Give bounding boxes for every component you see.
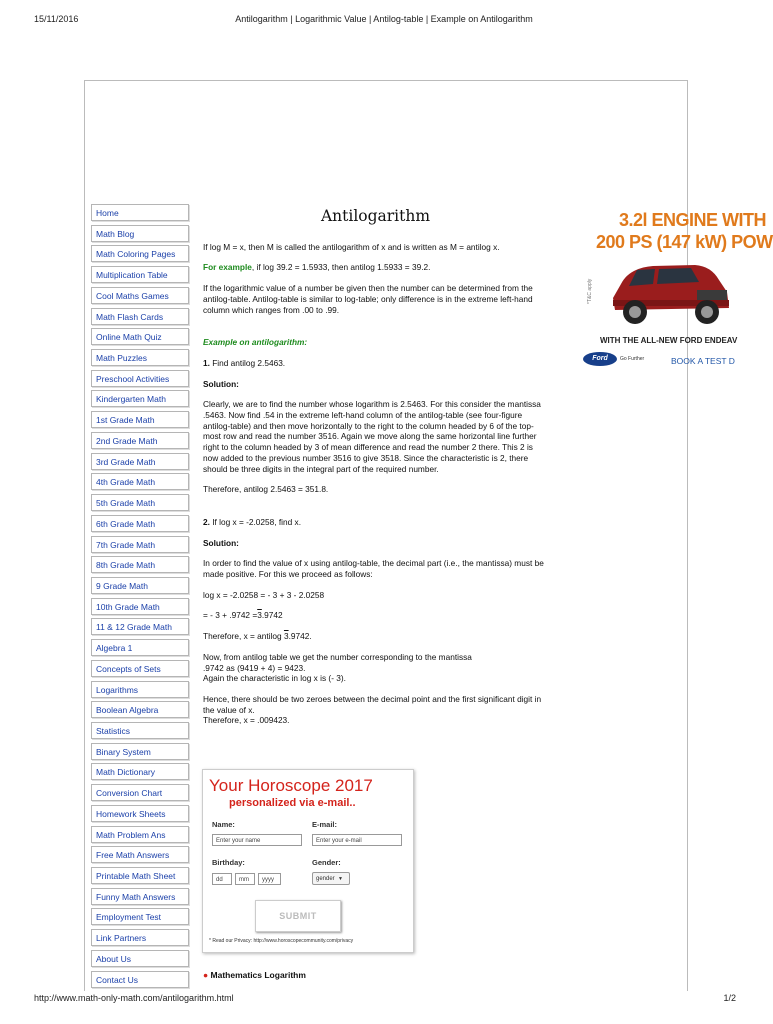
sidebar-item-conversion-chart[interactable]: Conversion Chart <box>91 784 189 801</box>
sidebar-item-math-coloring-pages[interactable]: Math Coloring Pages <box>91 245 189 262</box>
solution-1-result: Therefore, antilog 2.5463 = 351.8. <box>203 484 329 495</box>
print-url: http://www.math-only-math.com/antilogarithm.html <box>34 993 234 1003</box>
sidebar-item-9-grade-math[interactable]: 9 Grade Math <box>91 577 189 594</box>
name-label: Name: <box>212 820 235 829</box>
ad-go-further: Go Further <box>620 356 645 362</box>
sidebar-item-5th-grade-math[interactable]: 5th Grade Math <box>91 494 189 511</box>
solution-2-label <box>203 538 548 549</box>
book-test-drive-link[interactable]: BOOK A TEST D <box>671 356 735 366</box>
solution-1-label <box>203 379 548 390</box>
ford-logo: Ford <box>583 352 617 366</box>
birthday-label: Birthday: <box>212 858 245 867</box>
ford-advertisement[interactable] <box>583 208 773 368</box>
ad-tagline: WITH THE ALL-NEW FORD ENDEAV <box>600 336 738 345</box>
chevron-down-icon: ▼ <box>338 876 343 882</box>
print-page-title: Antilogarithm | Logarithmic Value | Antilog-table | Example on Antilogarithm <box>235 14 533 24</box>
example-heading: Example on antilogarithm: <box>203 337 308 348</box>
equation-3-pre: Therefore, x = antilog <box>203 631 284 642</box>
sidebar-item-11-12-grade-math[interactable]: 11 & 12 Grade Math <box>91 618 189 635</box>
print-page-number: 1/2 <box>723 993 736 1003</box>
sidebar-item-binary-system[interactable]: Binary System <box>91 743 189 760</box>
sidebar-item-multiplication-table[interactable]: Multiplication Table <box>91 266 189 283</box>
sidebar-item-6th-grade-math[interactable]: 6th Grade Math <box>91 515 189 532</box>
sidebar-item-link-partners[interactable]: Link Partners <box>91 929 189 946</box>
equation-2-post: .9742 <box>261 610 283 621</box>
question-2-number: 2. <box>203 516 210 527</box>
sidebar-item-1st-grade-math[interactable]: 1st Grade Math <box>91 411 189 428</box>
birthday-day-input[interactable]: dd <box>212 873 232 885</box>
sidebar-item-math-problem-ans[interactable]: Math Problem Ans <box>91 826 189 843</box>
equation-3-post: .9742. <box>288 631 312 642</box>
table-line-2: .9742 as (9419 + 4) = 9423. <box>203 662 306 673</box>
horoscope-title: Your Horoscope 2017 <box>209 776 373 795</box>
sidebar-item-math-dictionary[interactable]: Math Dictionary <box>91 763 189 780</box>
equation-3-bar: 3 <box>283 631 289 642</box>
antilog-table-paragraph: If the logarithmic value of a number be given then the number can be determined from the antilog-table. Antilog-table is similar to log-table; only difference is in the extreme left-hand column which ranges from .00 to .99. <box>203 283 533 315</box>
birthday-year-input[interactable]: yyyy <box>258 873 281 885</box>
sidebar-item-kindergarten-math[interactable]: Kindergarten Math <box>91 390 189 407</box>
page-title: Antilogarithm <box>320 207 431 225</box>
ad-disclaimer: *T&C apply <box>587 278 593 304</box>
equation-2 <box>203 610 548 621</box>
sidebar-item-concepts-of-sets[interactable]: Concepts of Sets <box>91 660 189 677</box>
gender-label: Gender: <box>312 858 341 867</box>
gender-select-value: gender <box>316 876 335 882</box>
sidebar-item-2nd-grade-math[interactable]: 2nd Grade Math <box>91 432 189 449</box>
sidebar-item-employment-test[interactable]: Employment Test <box>91 908 189 925</box>
equation-1: log x = -2.0258 = - 3 + 3 - 2.0258 <box>203 589 325 600</box>
equation-2-bar: 3 <box>257 610 262 621</box>
sidebar-item-7th-grade-math[interactable]: 7th Grade Math <box>91 536 189 553</box>
email-label: E-mail: <box>312 820 338 829</box>
email-input[interactable]: Enter your e-mail <box>312 834 402 846</box>
sidebar-item-algebra-1[interactable]: Algebra 1 <box>91 639 189 656</box>
sidebar-item-3rd-grade-math[interactable]: 3rd Grade Math <box>91 453 189 470</box>
suv-car-image <box>607 256 733 334</box>
privacy-note: * Read our Privacy: http://www.horoscopecommunity.com/privacy <box>209 938 354 944</box>
sidebar-item-math-blog[interactable]: Math Blog <box>91 225 189 242</box>
horoscope-subtitle: personalized via e-mail.. <box>229 797 356 809</box>
solution-1-text: Clearly, we are to find the number whose logarithm is 2.5463. For this consider the mantissa .5463. Now find .54 in the extreme left-hand column of the antilog-table (see four-figure antilog-table) and then move horizontally to the right to the column headed by 6 of the top-most row and read the number 3516. Again we move along the same horizontal line further right to the column headed by 3 of mean difference and read the number 2 there. This 2 is now added to the previous number 3516 to give 3518. Since the characteristic is 2, there should be three digits in the integral part of the required number. <box>203 399 541 474</box>
name-input[interactable]: Enter your name <box>212 834 302 846</box>
equation-2-pre: = - 3 + .9742 = <box>203 610 258 621</box>
print-date: 15/11/2016 <box>34 14 79 24</box>
sidebar-item-math-puzzles[interactable]: Math Puzzles <box>91 349 189 366</box>
sidebar-item-online-math-quiz[interactable]: Online Math Quiz <box>91 328 189 345</box>
sidebar-item-logarithms[interactable]: Logarithms <box>91 681 189 698</box>
question-1 <box>203 358 548 369</box>
table-lookup <box>203 652 548 684</box>
table-line-1: Now, from antilog table we get the number corresponding to the mantissa <box>203 651 472 662</box>
sidebar-item-homework-sheets[interactable]: Homework Sheets <box>91 805 189 822</box>
solution-2-text: In order to find the value of x using antilog-table, the decimal part (i.e., the mantissa) must be made positive. For this we proceed as follows: <box>203 558 544 580</box>
sidebar-item-4th-grade-math[interactable]: 4th Grade Math <box>91 473 189 490</box>
sidebar-item-cool-maths-games[interactable]: Cool Maths Games <box>91 287 189 304</box>
table-line-3: Again the characteristic in log x is (- 3). <box>203 673 346 684</box>
gender-select[interactable] <box>312 872 350 885</box>
conclusion <box>203 694 548 726</box>
sidebar-item-contact-us[interactable]: Contact Us <box>91 971 189 988</box>
bullet-icon: ● <box>203 970 209 980</box>
submit-button[interactable]: SUBMIT <box>255 900 341 932</box>
sidebar-item-8th-grade-math[interactable]: 8th Grade Math <box>91 556 189 573</box>
conclusion-text: Hence, there should be two zeroes between the decimal point and the first significant digit in the value of x. <box>203 693 542 715</box>
sidebar-item-about-us[interactable]: About Us <box>91 950 189 967</box>
sidebar-item-free-math-answers[interactable]: Free Math Answers <box>91 846 189 863</box>
solution-2-heading: Solution: <box>203 537 239 548</box>
sidebar-item-math-flash-cards[interactable]: Math Flash Cards <box>91 308 189 325</box>
example-paragraph <box>203 262 548 273</box>
ad-headline-2: 200 PS (147 kW) POW <box>596 232 773 252</box>
main-content <box>203 205 548 736</box>
example-label: For example <box>203 262 252 273</box>
equation-3 <box>203 631 548 642</box>
question-1-text: Find antilog 2.5463. <box>209 357 286 368</box>
related-topic[interactable] <box>203 970 306 980</box>
ad-headline-1: 3.2l ENGINE WITH <box>619 210 767 230</box>
horoscope-widget <box>202 769 414 953</box>
solution-1-heading: Solution: <box>203 378 239 389</box>
sidebar-item-10th-grade-math[interactable]: 10th Grade Math <box>91 598 189 615</box>
sidebar-item-boolean-algebra[interactable]: Boolean Algebra <box>91 701 189 718</box>
sidebar-item-statistics[interactable]: Statistics <box>91 722 189 739</box>
sidebar-nav <box>91 204 189 991</box>
intro-text: If log M = x, then M is called the antilogarithm of x and is written as M = antilog x. <box>203 241 500 252</box>
question-2-text: If log x = -2.0258, find x. <box>209 516 302 527</box>
final-answer: Therefore, x = .009423. <box>203 715 290 726</box>
sidebar-item-home[interactable]: Home <box>91 204 189 221</box>
question-2 <box>203 517 548 528</box>
sidebar-item-funny-math-answers[interactable]: Funny Math Answers <box>91 888 189 905</box>
sidebar-item-preschool-activities[interactable]: Preschool Activities <box>91 370 189 387</box>
sidebar-item-printable-math-sheet[interactable]: Printable Math Sheet <box>91 867 189 884</box>
birthday-month-input[interactable]: mm <box>235 873 255 885</box>
related-topic-link[interactable]: Mathematics Logarithm <box>210 970 306 980</box>
example-text: , if log 39.2 = 1.5933, then antilog 1.5933 = 39.2. <box>251 262 431 273</box>
question-1-number: 1. <box>203 357 210 368</box>
